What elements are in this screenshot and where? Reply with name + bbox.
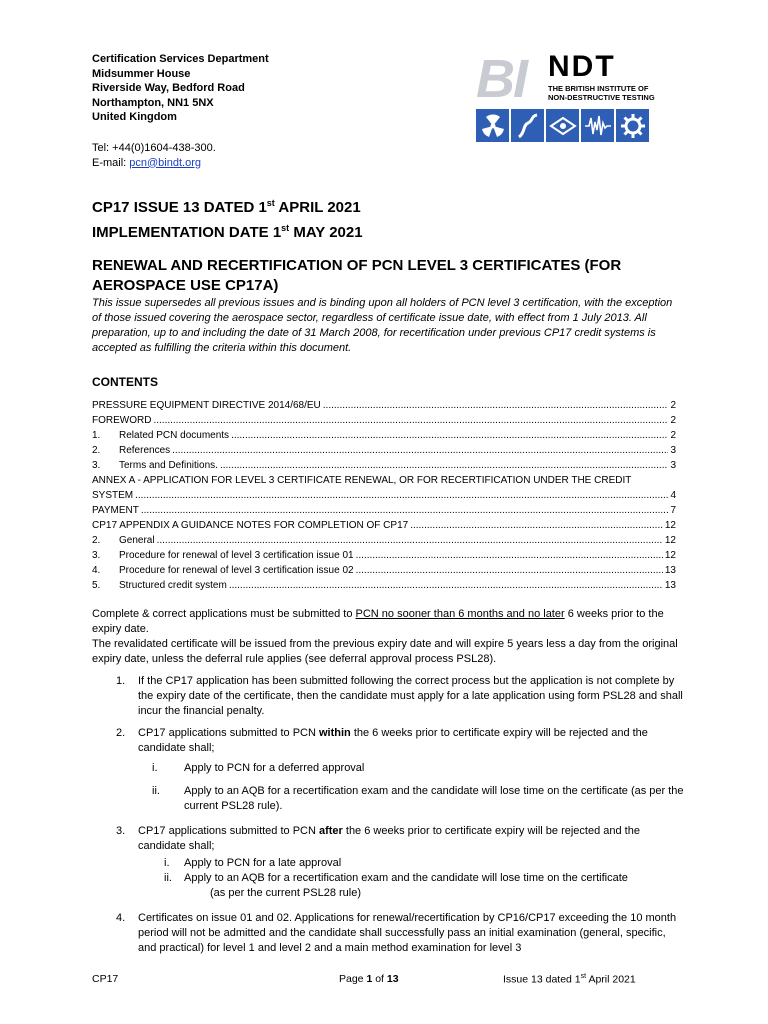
bindt-logo — [476, 49, 682, 148]
rules-list — [92, 674, 684, 956]
radiation-icon — [476, 109, 509, 142]
address-country: United Kingdom — [92, 111, 177, 123]
email-label: E-mail: — [92, 156, 130, 169]
signal-icon — [581, 109, 614, 142]
sub-list-continuation: (as per the current PSL28 rule) — [210, 887, 362, 899]
gear-icon — [616, 109, 649, 142]
submission-paragraph: Complete & correct applications must be submitted to PCN no sooner than 6 months and no later 6 weeks prior to the expiry date. — [92, 608, 664, 635]
toc-entry[interactable]: CP17 APPENDIX A GUIDANCE NOTES FOR COMPLETION OF CP17 ..... 12 — [92, 518, 676, 533]
footer-page-number: Page 1 of 13 — [339, 973, 399, 985]
toc-entry[interactable]: 2. General ..... 12 — [92, 533, 676, 548]
list-item: 1. If the CP17 application has been submitted following the correct process but the application is not complete by the expiry date of the certificate, then the candidate must apply for a late application using form PSL28 and shall incur the financial penalty. — [116, 675, 683, 717]
sub-list-item: i. Apply to PCN for a late approval — [164, 857, 342, 869]
list-item: 4. Certificates on issue 01 and 02. Applications for renewal/recertification by CP16/CP17 exceeding the 10 month period will not be admitted and the candidate shall successfully pass an initial examination (general, specific, and practical) for level 1 and level 2 and a main method examination for level 3 — [116, 912, 677, 954]
sub-list-item: i. Apply to PCN for a deferred approval — [152, 762, 365, 774]
footer-doc-code: CP17 — [92, 973, 119, 985]
contents-heading: CONTENTS — [92, 375, 158, 389]
toc-entry[interactable]: PRESSURE EQUIPMENT DIRECTIVE 2014/68/EU ..... 2 — [92, 398, 676, 413]
list-item: 3. CP17 applications submitted to PCN after the 6 weeks prior to certificate expiry will be rejected and the candidate shall; — [116, 825, 640, 852]
intro-paragraph: This issue supersedes all previous issues and is binding upon all holders of PCN level 3 certification, with the exception of those issued covering the aerospace sector, regardless of certificate issue date, with effect from 1 July 2013. All preparation, up to and including the date of 31 March 2008, for recertification under previous CP17 credit systems is accepted as fulfilling the criteria within this document. — [92, 297, 673, 354]
address-house: Midsummer House — [92, 67, 191, 80]
toc-entry[interactable]: 2. References ..... 3 — [92, 443, 676, 458]
sub-list-item: ii. Apply to an AQB for a recertification exam and the candidate will lose time on the certificate (as per the current PSL28 rule). — [152, 785, 684, 812]
logo-ndt: NDT — [548, 50, 616, 83]
toc-entry[interactable]: 4. Procedure for renewal of level 3 certification issue 02 ..... 13 — [92, 563, 676, 578]
wave-icon — [511, 109, 544, 142]
table-of-contents — [92, 398, 676, 593]
document-title: RENEWAL AND RECERTIFICATION OF PCN LEVEL 3 CERTIFICATES (FOR AEROSPACE USE CP17A) — [92, 257, 622, 294]
toc-entry[interactable]: PAYMENT ..... 7 — [92, 503, 676, 518]
implementation-date-line: IMPLEMENTATION DATE 1st MAY 2021 — [92, 223, 363, 241]
toc-entry[interactable]: 5. Structured credit system ..... 13 — [92, 578, 676, 593]
toc-entry[interactable]: 3. Procedure for renewal of level 3 certification issue 01 ..... 12 — [92, 548, 676, 563]
address-dept: Certification Services Department — [92, 53, 269, 65]
footer-issue-date: Issue 13 dated 1st April 2021 — [503, 973, 636, 986]
logo-bi: BI — [476, 49, 526, 109]
issue-date-line: CP17 ISSUE 13 DATED 1st APRIL 2021 — [92, 198, 361, 216]
logo-tagline-2: NON-DESTRUCTIVE TESTING — [548, 93, 655, 102]
logo-icon-strip — [476, 109, 649, 142]
sender-address — [92, 52, 269, 125]
toc-entry[interactable]: 1. Related PCN documents ..... 2 — [92, 428, 676, 443]
contact-block — [92, 141, 216, 170]
telephone: Tel: +44(0)1604-438-300. — [92, 142, 216, 154]
issue-heading — [92, 193, 363, 243]
sub-list-item: ii. Apply to an AQB for a recertification exam and the candidate will lose time on the certificate — [164, 872, 628, 884]
toc-entry[interactable]: FOREWORD ..... 2 — [92, 413, 676, 428]
eye-icon — [546, 109, 579, 142]
toc-entry-annex-a[interactable]: ANNEX A - APPLICATION FOR LEVEL 3 CERTIFICATE RENEWAL, OR FOR RECERTIFICATION UNDER THE CREDIT SYSTEM ..... 4 — [92, 473, 676, 503]
toc-entry[interactable]: 3. Terms and Definitions. ..... 3 — [92, 458, 676, 473]
list-item: 2. CP17 applications submitted to PCN within the 6 weeks prior to certificate expiry will be rejected and the candidate shall; — [116, 727, 648, 754]
logo-tagline-1: THE BRITISH INSTITUTE OF — [548, 84, 649, 93]
logo-tagline — [548, 84, 655, 102]
address-road: Riverside Way, Bedford Road — [92, 82, 245, 94]
revalidation-paragraph: The revalidated certificate will be issued from the previous expiry date and will expire 5 years less a day from the original expiry date, unless the deferral rule applies (see deferral approval process PSL28). — [92, 638, 678, 665]
email-line — [92, 156, 216, 171]
address-city: Northampton, NN1 5NX — [92, 96, 214, 109]
email-link[interactable]: pcn@bindt.org — [129, 156, 201, 169]
